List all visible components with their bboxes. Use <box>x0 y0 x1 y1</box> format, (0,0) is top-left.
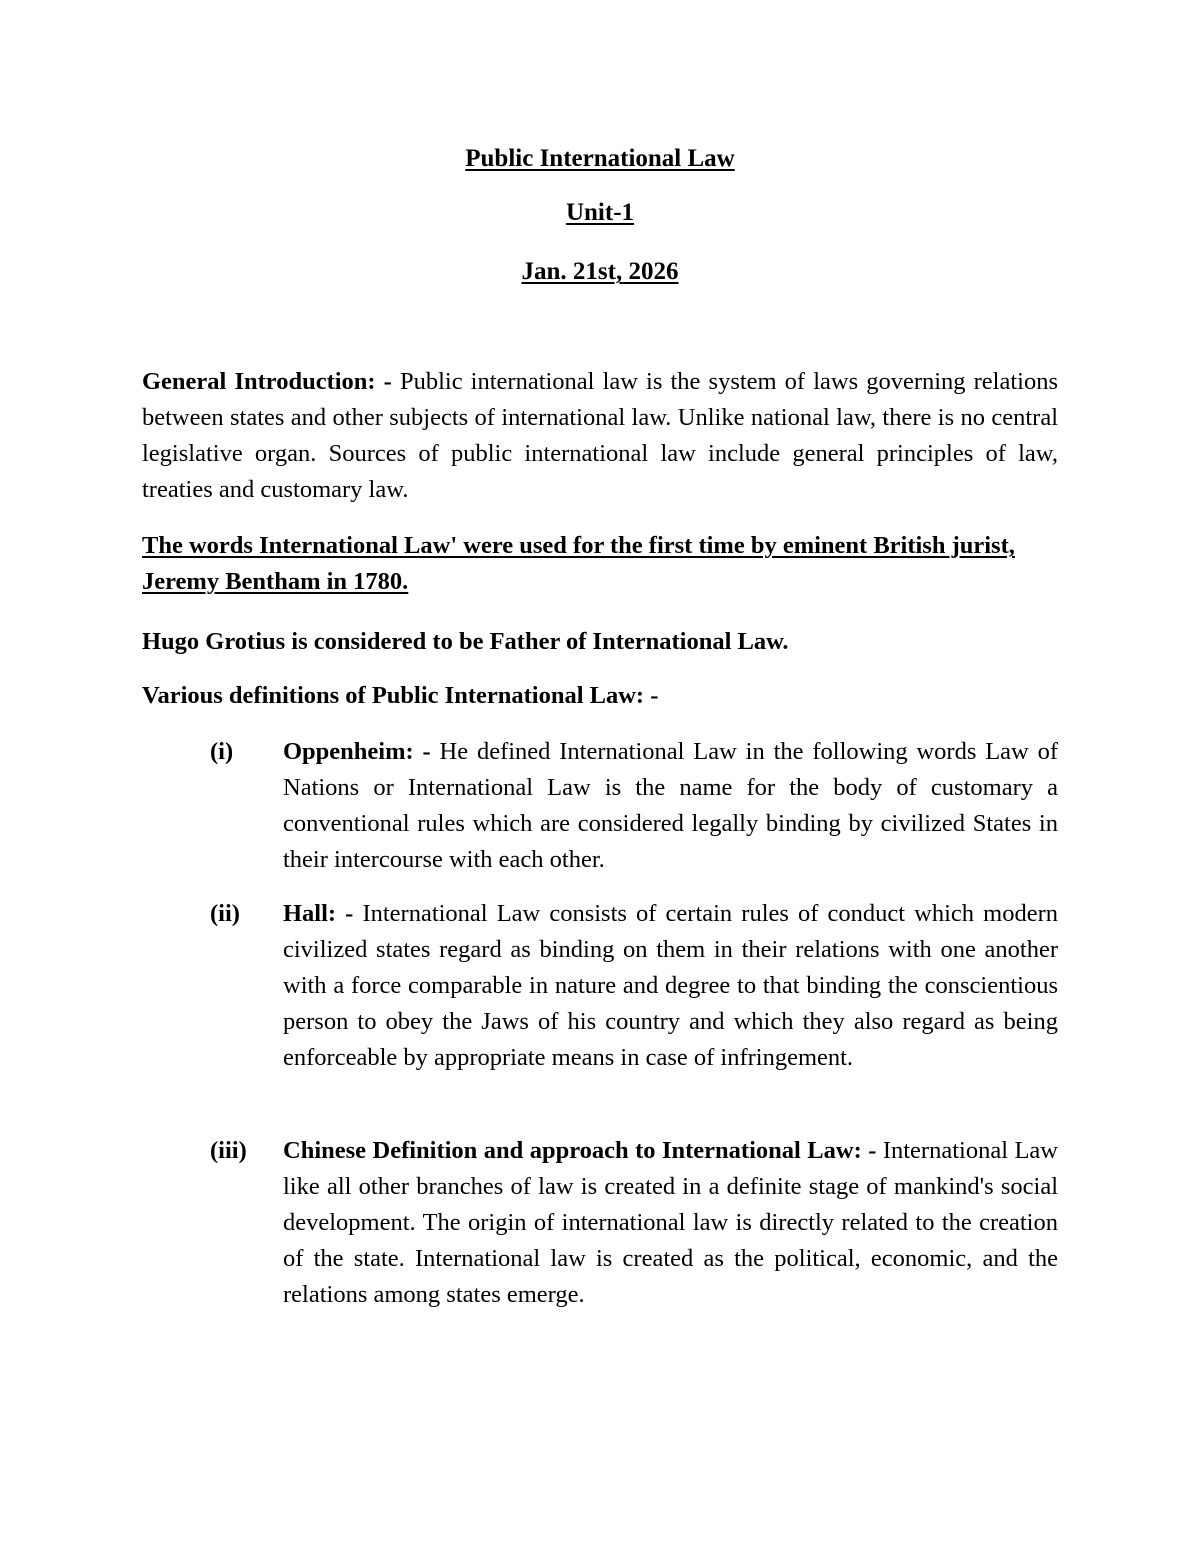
bentham-statement: The words International Law' were used for the first time by eminent British jurist, Jeremy Bentham in 1780. <box>142 532 1015 595</box>
definition-body <box>283 896 1058 1076</box>
intro-text: Public international law is the system of laws governing relations between states and other subjects of international law. Unlike national law, there is no central legislative organ. Sources of public international law include general principles of law, treaties and customary law. <box>142 368 1059 503</box>
definition-body <box>283 734 1058 878</box>
intro-paragraph <box>142 364 1058 508</box>
definition-number: (iii) <box>210 1137 247 1164</box>
definition-text: International Law like all other branches of law is created in a definite stage of mankind's social development. The origin of international law is directly related to the creation of the state. International law is created as the political, economic, and the relations among states emerge. <box>283 1137 1058 1308</box>
definition-label: Hall: - <box>283 900 354 927</box>
definition-label: Chinese Definition and approach to International Law: - <box>283 1137 877 1164</box>
document-title: Public International Law <box>465 145 735 172</box>
definitions-heading: Various definitions of Public International Law: - <box>142 682 659 709</box>
definition-number: (i) <box>210 738 234 765</box>
definition-body <box>283 1133 1058 1313</box>
definition-label: Oppenheim: - <box>283 738 431 765</box>
date-heading: Jan. 21st, 2026 <box>521 258 679 285</box>
definition-text: International Law consists of certain rules of conduct which modern civilized states regard as binding on them in their relations with one another with a force comparable in nature and degree to that binding the conscientious person to obey the Jaws of his country and which they also regard as being enforceable by appropriate means in case of infringement. <box>283 900 1058 1071</box>
grotius-statement: Hugo Grotius is considered to be Father of International Law. <box>142 628 789 655</box>
definition-text: He defined International Law in the following words Law of Nations or International Law is the name for the body of customary a conventional rules which are considered legally binding by civilized States in their intercourse with each other. <box>283 738 1059 873</box>
unit-heading: Unit-1 <box>565 199 635 226</box>
intro-label: General Introduction: - <box>142 368 392 395</box>
definition-number: (ii) <box>210 900 240 927</box>
